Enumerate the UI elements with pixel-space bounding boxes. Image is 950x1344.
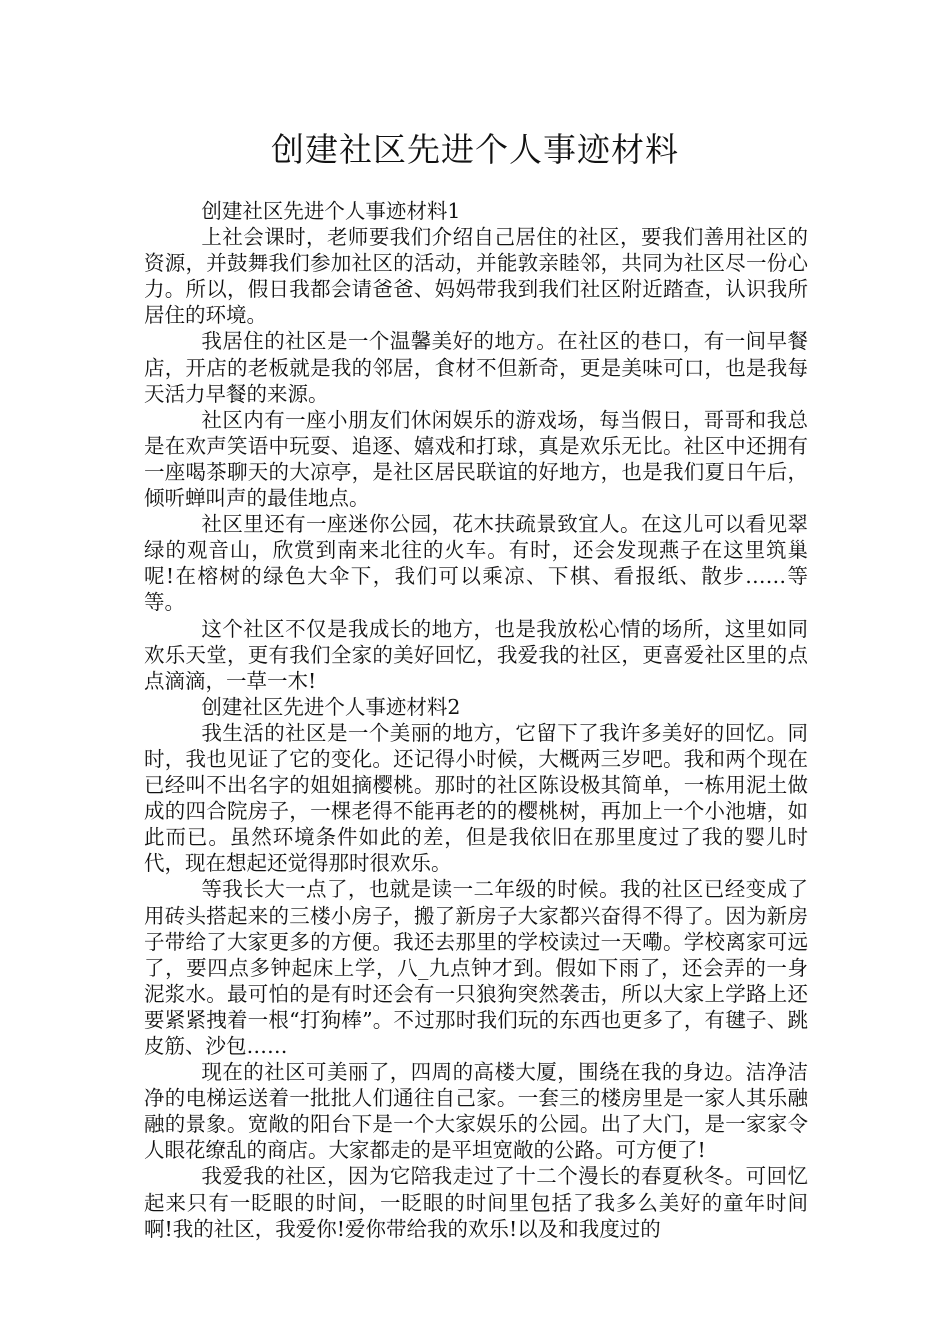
paragraph: 等我长大一点了，也就是读一二年级的时候。我的社区已经变成了用砖头搭起来的三楼小房子，搬了新房子大家都兴奋得不得了。因为新房子带给了大家更多的方便。我还去那里的学校读过一天嘞。学校离家可远了，要四点多钟起床上学，八_九点钟才到。假如下雨了，还会弄的一身泥浆水。最可怕的是有时还会有一只狼狗突然袭击，所以大家上学路上还要紧紧拽着一根“打狗棒”。不过那时我们玩的东西也更多了，有毽子、跳皮筋、沙包…… <box>144 877 808 1058</box>
paragraph: 现在的社区可美丽了，四周的高楼大厦，围绕在我的身边。洁净洁净的电梯运送着一批批人们通往自己家。一套三的楼房里是一家人其乐融融的景象。宽敞的阳台下是一个大家娱乐的公园。出了大门，是一家家令人眼花缭乱的商店。大家都走的是平坦宽敞的公路。可方便了! <box>144 1060 808 1163</box>
document-body <box>144 198 808 1242</box>
section-heading-2: 创建社区先进个人事迹材料2 <box>201 694 461 719</box>
paragraph: 我生活的社区是一个美丽的地方，它留下了我许多美好的回忆。同时，我也见证了它的变化。还记得小时候，大概两三岁吧。我和两个现在已经叫不出名字的姐姐摘樱桃。那时的社区陈设极其简单，一栋用泥土做成的四合院房子，一棵老得不能再老的的樱桃树，再加上一个小池塘，如此而已。虽然环境条件如此的差，但是我依旧在那里度过了我的婴儿时代，现在想起还觉得那时很欢乐。 <box>144 720 808 876</box>
paragraph: 社区里还有一座迷你公园，花木扶疏景致宜人。在这儿可以看见翠绿的观音山，欣赏到南来北往的火车。有时，还会发现燕子在这里筑巢呢!在榕树的绿色大伞下，我们可以乘凉、下棋、看报纸、散步……等等。 <box>144 512 808 615</box>
paragraph: 上社会课时，老师要我们介绍自己居住的社区，要我们善用社区的资源，并鼓舞我们参加社区的活动，并能敦亲睦邻，共同为社区尽一份心力。所以，假日我都会请爸爸、妈妈带我到我们社区附近踏查，认识我所居住的环境。 <box>144 225 808 328</box>
section-heading-1: 创建社区先进个人事迹材料1 <box>201 199 461 223</box>
paragraph: 我居住的社区是一个温馨美好的地方。在社区的巷口，有一间早餐店，开店的老板就是我的邻居，食材不但新奇，更是美味可口，也是我每天活力早餐的来源。 <box>144 329 808 406</box>
paragraph: 这个社区不仅是我成长的地方，也是我放松心情的场所，这里如同欢乐天堂，更有我们全家的美好回忆，我爱我的社区，更喜爱社区里的点点滴滴，一草一木! <box>144 616 808 693</box>
document-title: 创建社区先进个人事迹材料 <box>271 130 679 169</box>
paragraph: 社区内有一座小朋友们休闲娱乐的游戏场，每当假日，哥哥和我总是在欢声笑语中玩耍、追逐、嬉戏和打球，真是欢乐无比。社区中还拥有一座喝茶聊天的大凉亭，是社区居民联谊的好地方，也是我们夏日午后，倾听蝉叫声的最佳地点。 <box>144 407 808 511</box>
paragraph: 我爱我的社区，因为它陪我走过了十二个漫长的春夏秋冬。可回忆起来只有一眨眼的时间，一眨眼的时间里包括了我多么美好的童年时间啊!我的社区，我爱你!爱你带给我的欢乐!以及和我度过的 <box>144 1164 808 1241</box>
